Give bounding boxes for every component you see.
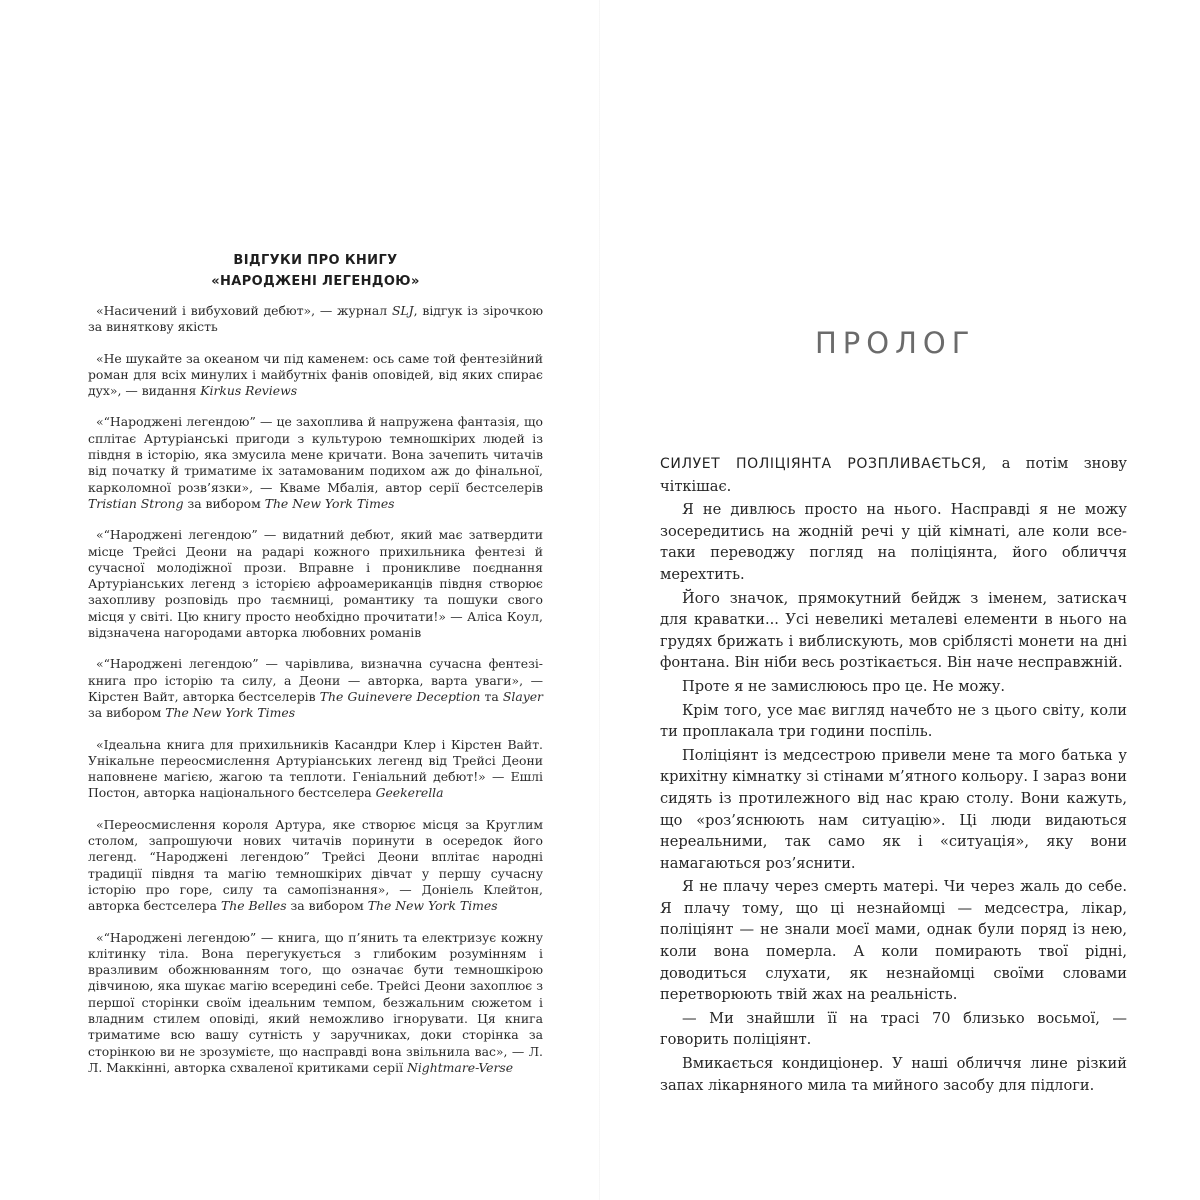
review-text: за вибором [88,705,166,721]
review-text: «“Народжені легендою” — чарівлива, визначна сучасна фентезі-книга про історію та силу, а Деони — авторка, варта уваги», — Кірстен Вайт, авторка бестселерів [88,656,543,704]
review-paragraph [88,656,543,721]
review-title-italic: Geekerella [375,785,444,801]
reviews-heading [88,250,543,292]
review-paragraph [88,930,543,1077]
right-page [600,0,1200,1200]
lead-caps: СИЛУЕТ ПОЛІЦІЯНТА РОЗПЛИВАЄТЬСЯ [660,456,982,472]
chapter-text [660,453,1127,1098]
review-title-italic: The New York Times [264,495,395,511]
review-text: , відгук із зірочкою за виняткову якість [88,303,544,335]
reviews-heading-line2: «НАРОДЖЕНІ ЛЕГЕНДОЮ» [211,274,420,289]
review-text: за вибором [286,898,368,914]
review-text: за вибором [183,495,265,511]
review-paragraph [88,737,543,802]
review-title-italic: SLJ [391,303,414,318]
review-text: «“Народжені легендою” — це захоплива й напружена фантазія, що сплітає Артуріанські пригоди з культурою темношкірих людей із півдня в історію, яка змусила мене кричати. Вона зачепить читачів від початку й триматиме іх затамованим подихом аж до фінальної, карколомної розв’язки», — Кваме Мбалія, автор серії бестселерів [88,414,543,495]
story-paragraph: Я не дивлюсь просто на нього. Насправді я не можу зосередитись на жодній речі у цій кімнаті, але коли все-таки переводжу погляд на поліціянта, його обличчя мерехтить. [660,501,1127,583]
reviews-heading-line1: ВІДГУКИ ПРО КНИГУ [233,253,398,268]
reviews-section [88,250,543,1091]
story-paragraph: Проте я не замислююсь про це. Не можу. [682,677,1005,695]
review-title-italic: The New York Times [367,898,498,914]
story-paragraph: Я не плачу через смерть матері. Чи через жаль до себе. Я плачу тому, що ці незнайомці — медсестра, лікар, поліціянт — не знали моєї мами, однак були поряд із нею, коли вона померла. А коли помирають твої рідні, доводиться слухати, як незнайомці своїми словами перетворюють твій жах на реальність. [660,878,1127,1004]
story-paragraph: — Ми знайшли її на трасі 70 близько восьмої, — говорить поліціянт. [660,1009,1127,1049]
review-paragraph [88,414,543,512]
story-paragraph: Крім того, усе має вигляд начебто не з цього світу, коли ти проплакала три години поспіль. [660,701,1127,741]
review-title-italic: Slayer [502,688,543,704]
review-text: «Переосмислення короля Артура, яке створює місця за Круглим столом, запрошуючи нових читачів поринути в осередок його легенд. “Народжені легендою” Трейсі Деони вплітає народні традиції півдня та магію темношкірих дівчат у першу сучасну історію про горе, силу та самопізнання», — Доніель Клейтон, авторка бестселера [88,816,543,914]
review-title-italic: Kirkus Reviews [200,383,298,399]
review-text: «Не шукайте за океаном чи під каменем: ось саме той фентезійний роман для всіх минулих і майбутніх фанів оповідей, від яких спирає дух», — видання [88,350,543,399]
review-title-italic: Tristian Strong [88,495,184,511]
reviews-list [88,303,543,1076]
review-paragraph [88,817,543,915]
review-text: «“Народжені легендою” — видатний дебют, який має затвердити місце Трейсі Деони на радарі кожного прихильника фентезі й сучасної молодіжної прози. Вправне і проникливе поєднання Артуріанських легенд з історією афроамериканців півдня створює захопливу розповідь про таємниці, романтику та пошуки свого місця у світі. Цю книгу просто необхідно прочитати!» — Аліса Коул, відзначена нагородами авторка любовних романів [88,527,543,641]
review-text: «Ідеальна книга для прихильників Касандри Клер і Кірстен Вайт. Унікальне переосмислення Артуріанських легенд від Трейсі Деони наповнене магією, жагою та теплоти. Геніальний дебют!» — Ешлі Постон, авторка національного бестселера [88,736,543,801]
lead-paragraph [660,453,1127,497]
review-paragraph [88,303,543,336]
story-paragraph: Його значок, прямокутний бейдж з іменем, затискач для краватки... Усі невеликі металеві елементи в нього на грудях брижать і виблискують, мов сріблясті монети на дні фонтана. Він ніби весь розтікається. Він наче несправжній. [660,589,1127,672]
story-paragraphs [660,499,1127,1096]
review-text: та [480,688,503,704]
chapter-title: ПРОЛОГ [815,326,976,360]
lead-rest: , а потім знову чіткішає. [660,455,1127,495]
story-paragraph: Вмикається кондиціонер. У наші обличчя лине різкий запах лікарняного мила та мийного засобу для підлоги. [660,1055,1127,1094]
review-text: «Насичений і вибуховий дебют», — журнал [96,303,392,318]
review-paragraph [88,527,543,641]
review-text: «“Народжені легендою” — книга, що п’янить та електризує кожну клітинку тіла. Вона перегукується з глибоким розумінням і вразливим обожнюванням того, що означає бути темношкірою дівчиною, яка шукає магію всередині себе. Трейсі Деони захоплює з першої сторінки своїм ідеальним темпом, безжальним сюжетом і владним стилем оповіді, який неможливо ігнорувати. Ця книга триматиме всю вашу сутність у заручниках, доки сторінка за сторінкою ви не зрозумієте, що насправді вона звільнила вас», — Л. Л. Маккінні, авторка схваленої критиками серії [88,929,543,1075]
story-paragraph: Поліціянт із медсестрою привели мене та мого батька у крихітну кімнатку зі стінами м’ятного кольору. І зараз вони сидять із протилежного від нас краю столу. Вони кажуть, що «роз’яснюють нам ситуацію». Ці люди видаються нереальними, так само як і «ситуація», яку вони намагаються роз’яснити. [660,746,1127,872]
review-title-italic: Nightmare-Verse [406,1059,514,1075]
review-title-italic: The Belles [221,898,287,914]
review-title-italic: The New York Times [165,705,296,721]
review-title-italic: The Guinevere Deception [319,688,481,704]
review-paragraph [88,351,543,400]
